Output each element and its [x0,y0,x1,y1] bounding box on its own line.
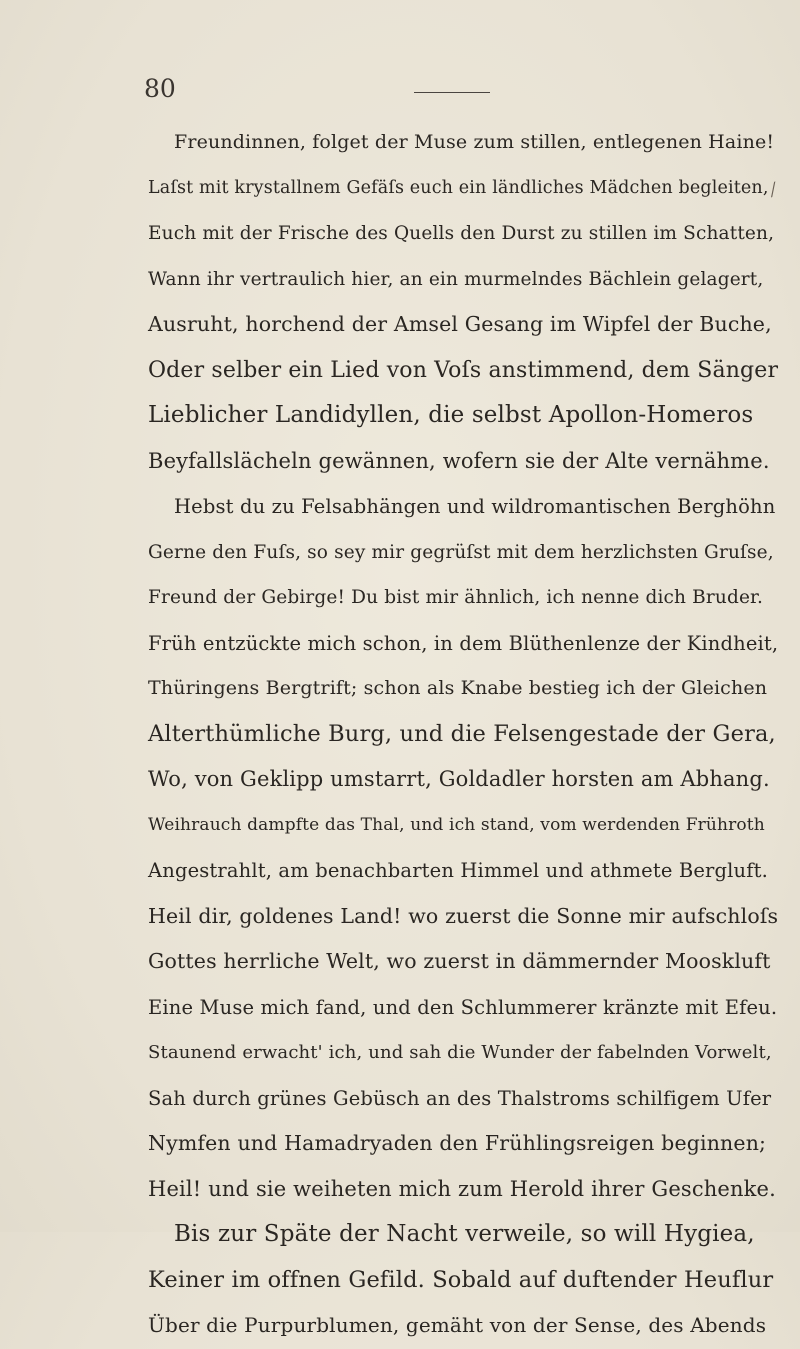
poem-line: Euch mit der Frische des Quells den Durst zu stillen im Schatten, [148,223,775,244]
poem-line: Wann ihr vertraulich hier, an ein murmelndes Bächlein gelagert, [148,268,764,290]
poem-line: Gottes herrliche Welt, wo zuerst in dämmernder Mooskluft [148,949,771,973]
poem-line: Sah durch grünes Gebüsch an des Thalstroms schilfigem Ufer [148,1086,772,1110]
poem-line: Über die Purpurblumen, gemäht von der Sense, des Abends [148,1313,767,1337]
poem-line: Staunend erwacht' ich, und sah die Wunder der fabelnden Vorwelt, [148,1042,772,1063]
poem-line: Nymfen und Hamadryaden den Frühlingsreigen beginnen; [148,1131,767,1155]
poem-line: Wo, von Geklipp umstarrt, Goldadler horsten am Abhang. [148,767,770,791]
poem-line: Freund der Gebirge! Du bist mir ähnlich, ich nenne dich Bruder. [148,587,764,608]
poem-line: Angestrahlt, am benachbarten Himmel und athmete Bergluft. [148,859,768,882]
poem-line: Weihrauch dampfte das Thal, und ich stand, vom werdenden Frühroth [148,814,765,835]
poem-line: Keiner im offnen Gefild. Sobald auf duftender Heuflur [148,1266,774,1293]
margin-mark: ⁄ [768,180,779,201]
poem-line: Heil dir, goldenes Land! wo zuerst die Sonne mir aufschloſs [148,903,779,928]
poem-line: Bis zur Späte der Nacht verweile, so will Hygiea, [174,1221,755,1247]
poem-line: Freundinnen, folget der Muse zum stillen, entlegenen Haine! [174,131,775,153]
poem-line: Früh entzückte mich schon, in dem Blüthenlenze der Kindheit, [148,631,779,655]
poem-line: Hebst du zu Felsabhängen und wildromantischen Berghöhn [174,495,776,518]
poem-line: Eine Muse mich fand, und den Schlummerer kränzte mit Efeu. [148,995,778,1019]
poem-text [148,120,778,1349]
poem-line: Heil! und sie weiheten mich zum Herold ihrer Geschenke. [148,1176,776,1201]
poem-line: Lieblicher Landidyllen, die selbst Apollon-Homeros [148,402,754,428]
poem-line: Laſst mit krystallnem Gefäſs euch ein ländliches Mädchen begleiten, [148,177,769,198]
poem-line: Gerne den Fuſs, so sey mir gegrüſst mit dem herzlichsten Gruſse, [148,541,774,563]
poem-line: Beyfallslächeln gewännen, wofern sie der Alte vernähme. [148,448,770,473]
poem-line: Thüringens Bergtrift; schon als Knabe bestieg ich der Gleichen [148,677,768,699]
poem-line: Ausruht, horchend der Amsel Gesang im Wipfel der Buche, [148,312,772,336]
poem-line: Alterthümliche Burg, und die Felsengestade der Gera, [148,720,776,747]
page-number: 80 [144,74,176,103]
header-rule [414,92,490,93]
poem-line: Oder selber ein Lied von Voſs anstimmend, dem Sänger [148,357,779,383]
